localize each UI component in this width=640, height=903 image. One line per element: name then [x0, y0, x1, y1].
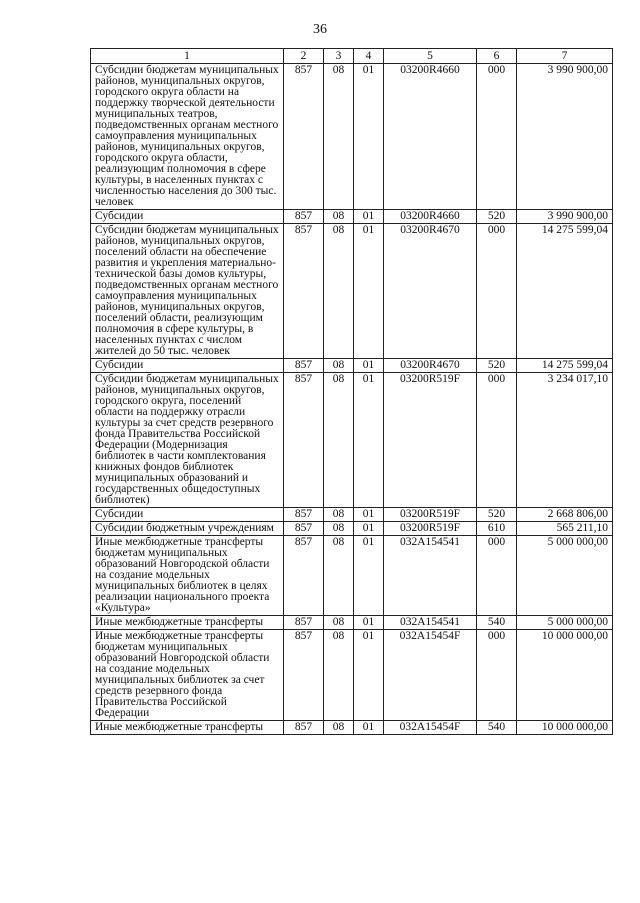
amount: 5 000 000,00 [517, 536, 613, 616]
table-row [91, 64, 613, 210]
subsection-code: 01 [354, 522, 384, 536]
column-header: 1 [91, 49, 284, 64]
target-article-code: 032A15454F [384, 721, 477, 735]
subsection-code: 01 [354, 536, 384, 616]
budget-table [90, 48, 613, 735]
ministry-code: 857 [284, 508, 324, 522]
ministry-code: 857 [284, 630, 324, 721]
expense-type-code: 000 [477, 64, 517, 210]
column-header: 4 [354, 49, 384, 64]
amount: 14 275 599,04 [517, 224, 613, 359]
table-row [91, 224, 613, 359]
target-article-code: 03200R4670 [384, 224, 477, 359]
target-article-code: 032A154541 [384, 536, 477, 616]
column-header: 6 [477, 49, 517, 64]
ministry-code: 857 [284, 536, 324, 616]
amount: 10 000 000,00 [517, 721, 613, 735]
section-code: 08 [324, 616, 354, 630]
column-header: 2 [284, 49, 324, 64]
section-code: 08 [324, 508, 354, 522]
expense-type-code: 520 [477, 210, 517, 224]
expense-type-code: 540 [477, 721, 517, 735]
target-article-code: 03200R4660 [384, 210, 477, 224]
section-code: 08 [324, 721, 354, 735]
target-article-code: 03200R519F [384, 508, 477, 522]
subsection-code: 01 [354, 508, 384, 522]
amount: 565 211,10 [517, 522, 613, 536]
target-article-code: 032A15454F [384, 630, 477, 721]
row-name: Субсидии [91, 359, 284, 373]
expense-type-code: 610 [477, 522, 517, 536]
target-article-code: 03200R4670 [384, 359, 477, 373]
table-row [91, 630, 613, 721]
expense-type-code: 000 [477, 373, 517, 508]
expense-type-code: 520 [477, 359, 517, 373]
ministry-code: 857 [284, 359, 324, 373]
row-name: Иные межбюджетные трансферты [91, 721, 284, 735]
row-name: Субсидии бюджетам муниципальных районов, муниципальных округов, городского округа области на поддержку творческой деятельности муниципальных театров, подведомственных органам местного самоуправления муниципальных районов, муниципальных округов, городского округа области, реализующим полномочия в сфере культуры, в населенных пунктах с численностью населения до 300 тыс. человек [91, 64, 284, 210]
ministry-code: 857 [284, 210, 324, 224]
section-code: 08 [324, 359, 354, 373]
column-header: 5 [384, 49, 477, 64]
ministry-code: 857 [284, 224, 324, 359]
amount: 10 000 000,00 [517, 630, 613, 721]
subsection-code: 01 [354, 64, 384, 210]
row-name: Субсидии бюджетам муниципальных районов, муниципальных округов, поселений области на обеспечение развития и укрепления материально-технической базы домов культуры, подведомственных органам местного самоуправления муниципальных районов, муниципальных округов, поселений области, реализующим полномочия в сфере культуры, в населенных пунктах с числом жителей до 50 тыс. человек [91, 224, 284, 359]
row-name: Иные межбюджетные трансферты бюджетам муниципальных образований Новгородской области на создание модельных муниципальных библиотек в целях реализации национального проекта «Культура» [91, 536, 284, 616]
table-row [91, 721, 613, 735]
section-code: 08 [324, 536, 354, 616]
page-number: 36 [313, 22, 327, 37]
ministry-code: 857 [284, 64, 324, 210]
target-article-code: 03200R519F [384, 373, 477, 508]
row-name: Иные межбюджетные трансферты бюджетам муниципальных образований Новгородской области на создание модельных муниципальных библиотек за счет средств резервного фонда Правительства Российской Федерации [91, 630, 284, 721]
amount: 3 990 900,00 [517, 210, 613, 224]
table-row [91, 210, 613, 224]
expense-type-code: 540 [477, 616, 517, 630]
ministry-code: 857 [284, 721, 324, 735]
section-code: 08 [324, 373, 354, 508]
table-row [91, 373, 613, 508]
amount: 2 668 806,00 [517, 508, 613, 522]
expense-type-code: 000 [477, 536, 517, 616]
row-name: Иные межбюджетные трансферты [91, 616, 284, 630]
column-header: 3 [324, 49, 354, 64]
amount: 5 000 000,00 [517, 616, 613, 630]
table-row [91, 616, 613, 630]
amount: 14 275 599,04 [517, 359, 613, 373]
row-name: Субсидии бюджетам муниципальных районов, муниципальных округов, городского округа, поселений области на поддержку отрасли культуры за счет средств резервного фонда Правительства Российской Федерации (Модернизация библиотек в части комплектования книжных фондов библиотек муниципальных образований и государственных общедоступных библиотек) [91, 373, 284, 508]
amount: 3 234 017,10 [517, 373, 613, 508]
expense-type-code: 000 [477, 630, 517, 721]
table-row [91, 522, 613, 536]
section-code: 08 [324, 630, 354, 721]
subsection-code: 01 [354, 224, 384, 359]
table-row [91, 536, 613, 616]
column-header: 7 [517, 49, 613, 64]
subsection-code: 01 [354, 630, 384, 721]
row-name: Субсидии бюджетным учреждениям [91, 522, 284, 536]
expense-type-code: 520 [477, 508, 517, 522]
ministry-code: 857 [284, 373, 324, 508]
table-row [91, 508, 613, 522]
row-name: Субсидии [91, 210, 284, 224]
ministry-code: 857 [284, 616, 324, 630]
subsection-code: 01 [354, 616, 384, 630]
row-name: Субсидии [91, 508, 284, 522]
section-code: 08 [324, 64, 354, 210]
section-code: 08 [324, 522, 354, 536]
target-article-code: 03200R4660 [384, 64, 477, 210]
subsection-code: 01 [354, 359, 384, 373]
table-header-row [91, 49, 613, 64]
subsection-code: 01 [354, 721, 384, 735]
expense-type-code: 000 [477, 224, 517, 359]
section-code: 08 [324, 224, 354, 359]
ministry-code: 857 [284, 522, 324, 536]
target-article-code: 032A154541 [384, 616, 477, 630]
table-row [91, 359, 613, 373]
section-code: 08 [324, 210, 354, 224]
amount: 3 990 900,00 [517, 64, 613, 210]
target-article-code: 03200R519F [384, 522, 477, 536]
subsection-code: 01 [354, 373, 384, 508]
subsection-code: 01 [354, 210, 384, 224]
